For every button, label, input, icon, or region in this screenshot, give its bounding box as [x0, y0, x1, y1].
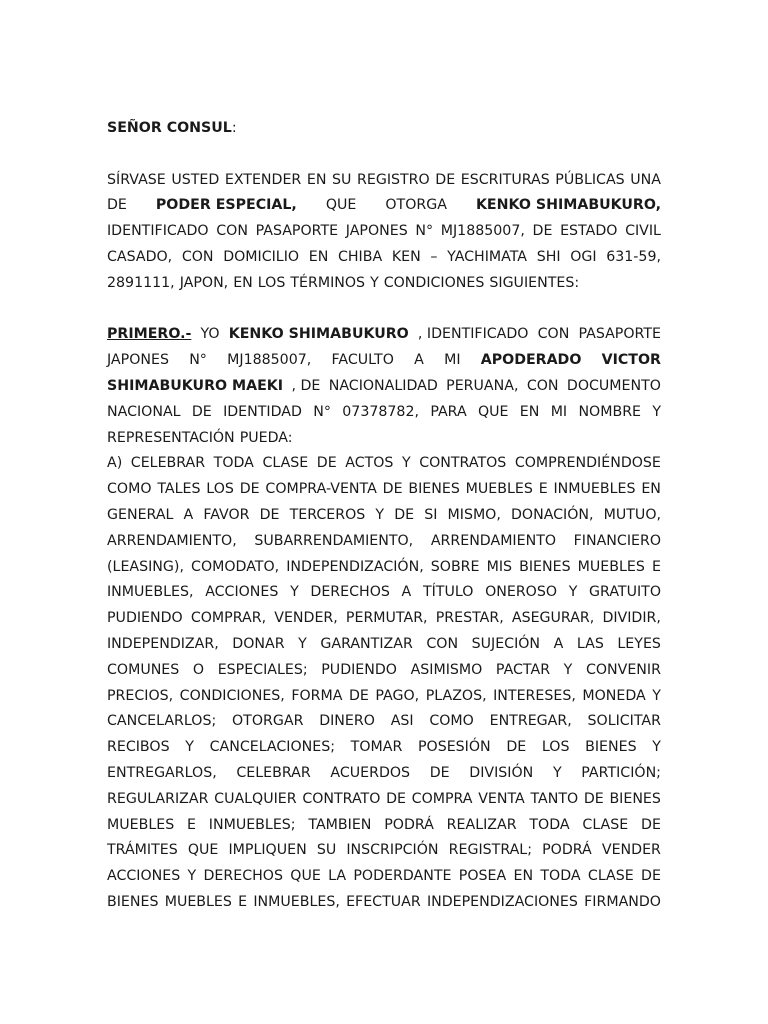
word: CONDICIONES,: [179, 687, 285, 704]
word: LOS: [541, 739, 570, 756]
word: YACHIMATA: [447, 248, 528, 265]
word: 631-59,: [606, 248, 661, 265]
word: REGULARIZAR: [107, 790, 209, 807]
word: ESPECIALES;: [217, 661, 308, 678]
word: CELEBRAR: [236, 764, 311, 781]
word: VENDER: [601, 842, 661, 859]
paragraph-intro: [107, 168, 661, 297]
word: MUEBLES: [107, 816, 175, 833]
word: FAVOR: [203, 506, 250, 523]
word: ESTADO: [560, 223, 618, 240]
word: CONDICIONES: [383, 274, 485, 291]
word: COMPRENDIÉNDOSE: [514, 455, 661, 472]
word: ENTREGARLOS,: [107, 764, 217, 781]
text-line: [107, 348, 661, 374]
word: TAMBIEN: [308, 816, 372, 833]
word: Y: [401, 455, 411, 472]
word: REGISTRAL;: [448, 842, 532, 859]
word: COMPRA-VENTA: [265, 481, 377, 498]
word: EN: [308, 248, 329, 265]
word: PARA: [430, 403, 467, 420]
text-line: [107, 606, 661, 632]
word: ACCIONES: [107, 868, 181, 885]
word: CLASE: [582, 816, 629, 833]
word: COMO: [429, 713, 474, 730]
word: BIENES: [609, 790, 661, 807]
text-line: [107, 374, 661, 400]
word: (LEASING),: [107, 558, 184, 575]
word: REGISTRO: [357, 171, 430, 188]
word: N°: [313, 403, 331, 420]
word: INMUEBLES;: [208, 816, 296, 833]
word: OGI: [570, 248, 597, 265]
word: IDENTIFICADO: [107, 223, 209, 240]
word: MJ1885007,: [440, 223, 525, 240]
text-line: [107, 168, 661, 194]
word: A: [183, 506, 194, 523]
word: DE: [583, 790, 604, 807]
word: ASEGURAR,: [511, 610, 595, 627]
word: MIS: [486, 558, 513, 575]
word: TERCEROS: [289, 506, 366, 523]
word: 07378782,: [342, 403, 419, 420]
word: CASADO,: [107, 248, 173, 265]
word: Y: [652, 739, 661, 756]
word: OTORGA: [385, 197, 447, 214]
word: DERECHOS: [203, 868, 283, 885]
word: MONEDA: [582, 687, 646, 704]
word: E: [651, 558, 661, 575]
word: CONTRATOS: [419, 455, 507, 472]
word: QUE: [290, 868, 321, 885]
word: GENERAL: [107, 506, 174, 523]
word: VICTOR: [601, 352, 661, 369]
word: ARRENDAMIENTO: [430, 532, 557, 549]
word: SI: [424, 506, 438, 523]
text-line: [107, 555, 661, 581]
salutation-text: SEÑOR CONSUL: [107, 120, 232, 136]
word: Y: [298, 635, 307, 652]
word: BIENES: [585, 739, 637, 756]
word: ACCIONES: [205, 584, 279, 601]
word: DE: [435, 171, 456, 188]
text-line: [107, 426, 661, 452]
text-line: [107, 451, 661, 477]
word: JAPONES: [107, 352, 169, 369]
word: INDEPENDIZACIONES: [426, 893, 578, 910]
word: PÚBLICAS: [555, 171, 625, 188]
word: CANCELARLOS;: [107, 713, 217, 730]
word: NOMBRE: [578, 403, 642, 420]
salutation-text: :: [231, 120, 237, 136]
word: KEN: [391, 248, 421, 265]
word: PRIMERO.-: [107, 326, 192, 343]
word: CON: [526, 377, 559, 394]
text-line: [107, 787, 661, 813]
word: DE: [316, 455, 337, 472]
word: PLAZOS,: [425, 687, 487, 704]
word: MISMO,: [447, 506, 501, 523]
word: MUEBLES: [465, 481, 533, 498]
word: UNA: [630, 171, 661, 188]
word: VENTA: [478, 790, 525, 807]
word: YO: [200, 326, 220, 343]
text-line: [107, 735, 661, 761]
word: IDENTIDAD: [223, 403, 302, 420]
word: KENKO SHIMABUKURO,: [475, 197, 661, 214]
word: DE: [394, 506, 415, 523]
word: PAGO,: [375, 687, 420, 704]
word: –: [430, 248, 438, 265]
word: QUE: [325, 197, 357, 214]
word: , IDENTIFICADO: [417, 326, 529, 343]
word: Y: [652, 687, 661, 704]
word: DE: [429, 764, 450, 781]
word: PERUANA,: [446, 377, 519, 394]
document-body: [107, 116, 661, 916]
blank-line: [107, 297, 661, 323]
word: E: [538, 481, 548, 498]
word: PERMUTAR,: [345, 610, 428, 627]
word: SÍRVASE: [107, 171, 166, 188]
word: Y: [568, 584, 578, 601]
word: Y: [552, 764, 562, 781]
word: EN: [513, 868, 534, 885]
word: Y: [652, 403, 661, 420]
word: ACTOS: [345, 455, 394, 472]
word: PUEDA:: [239, 429, 293, 446]
word: CON: [216, 223, 248, 240]
word: MI: [444, 352, 461, 369]
word: IMPLIQUEN: [228, 842, 307, 859]
word: DE: [191, 403, 212, 420]
word: N°: [415, 223, 434, 240]
word: PUDIENDO: [321, 661, 397, 678]
word: Y: [185, 739, 194, 756]
word: SUJECIÓN: [471, 635, 541, 652]
word: DE: [386, 790, 406, 807]
word: Y: [563, 661, 573, 678]
word: QUE: [477, 403, 509, 420]
word: CON: [537, 326, 570, 343]
word: ASI: [390, 713, 414, 730]
word: ESCRITURAS: [460, 171, 550, 188]
word: POSEA: [458, 868, 507, 885]
word: LAS: [576, 635, 604, 652]
word: PRESTAR,: [435, 610, 504, 627]
text-line: [107, 890, 661, 916]
word: CLASE: [587, 868, 634, 885]
word: O: [192, 661, 205, 678]
word: BIENES: [519, 558, 571, 575]
word: SOLICITAR: [587, 713, 661, 730]
word: GRATUITO: [589, 584, 661, 601]
word: DONACIÓN,: [510, 506, 594, 523]
word: A: [414, 352, 424, 369]
text-line: [107, 245, 661, 271]
word: USTED: [171, 171, 220, 188]
word: TOMAR: [350, 739, 403, 756]
word: DOCUMENTO: [566, 377, 661, 394]
word: INTERESES,: [493, 687, 576, 704]
word: JAPON,: [179, 274, 229, 291]
word: DONAR: [232, 635, 285, 652]
word: MI: [550, 403, 568, 420]
word: NACIONAL: [107, 403, 181, 420]
word: DE: [641, 816, 661, 833]
word: EN: [233, 274, 253, 291]
salutation: [107, 116, 661, 142]
text-line: [107, 684, 661, 710]
word: EN: [306, 171, 327, 188]
word: SOBRE: [430, 558, 480, 575]
word: MUTUO,: [603, 506, 661, 523]
word: A): [107, 455, 123, 472]
text-line: [107, 761, 661, 787]
text-line: [107, 400, 661, 426]
word: PUDIENDO: [107, 610, 183, 627]
word: PACTAR: [495, 661, 551, 678]
word: RECIBOS: [107, 739, 170, 756]
word: KENKO SHIMABUKURO: [228, 326, 409, 343]
word: A: [401, 584, 412, 601]
word: CHIBA: [337, 248, 383, 265]
word: ARRENDAMIENTO,: [107, 532, 237, 549]
text-line: [107, 658, 661, 684]
word: PODERDANTE: [353, 868, 452, 885]
word: ONEROSO: [485, 584, 558, 601]
word: INDEPENDIZACIÓN,: [286, 558, 424, 575]
word: MJ1885007,: [227, 352, 312, 369]
word: DERECHOS: [310, 584, 390, 601]
word: FIRMANDO: [584, 893, 661, 910]
word: SIGUIENTES:: [489, 274, 580, 291]
word: SHI: [536, 248, 561, 265]
word: MUEBLES: [164, 893, 232, 910]
word: CIVIL: [625, 223, 661, 240]
word: INMUEBLES,: [253, 893, 340, 910]
word: EN: [519, 403, 540, 420]
word: BIENES: [107, 893, 159, 910]
word: NACIONALIDAD: [328, 377, 438, 394]
word: Y: [375, 506, 385, 523]
word: SUBARRENDAMIENTO,: [254, 532, 414, 549]
word: CON: [426, 635, 459, 652]
word: DIVISIÓN: [469, 764, 534, 781]
blank-line: [107, 142, 661, 168]
word: REPRESENTACIÓN: [107, 429, 235, 446]
word: FACULTO: [331, 352, 394, 369]
word: TALES: [157, 481, 201, 498]
text-line: [107, 322, 661, 348]
word: SU: [316, 842, 337, 859]
word: POSESIÓN: [417, 739, 491, 756]
word: TÍTULO: [422, 584, 474, 601]
word: LOS: [257, 274, 286, 291]
word: INMUEBLES,: [107, 584, 194, 601]
text-line: [107, 219, 661, 245]
text-line: [107, 709, 661, 735]
word: DE: [506, 739, 527, 756]
text-line: [107, 271, 661, 297]
word: PASAPORTE: [255, 223, 339, 240]
text-line: [107, 193, 661, 219]
word: EFECTUAR: [346, 893, 421, 910]
word: ASIMISMO: [410, 661, 483, 678]
text-line: [107, 864, 661, 890]
word: 2891111,: [107, 274, 175, 291]
word: MUEBLES: [577, 558, 645, 575]
word: Y: [290, 584, 299, 601]
text-line: [107, 477, 661, 503]
word: INSCRIPCIÓN: [346, 842, 439, 859]
word: A: [553, 635, 564, 652]
word: DE: [107, 197, 127, 214]
word: CUALQUIER: [214, 790, 297, 807]
word: TANTO: [530, 790, 579, 807]
text-line: [107, 632, 661, 658]
word: CONVENIR: [585, 661, 661, 678]
word: TODA: [540, 868, 581, 885]
word: PRECIOS,: [107, 687, 174, 704]
word: COMUNES: [107, 661, 180, 678]
word: DOMICILIO: [223, 248, 300, 265]
word: Y: [187, 868, 197, 885]
word: CON: [181, 248, 214, 265]
word: REALIZAR: [446, 816, 517, 833]
word: DE: [382, 481, 403, 498]
word: COMPRA: [411, 790, 473, 807]
paragraph-primero: [107, 322, 661, 915]
word: DINERO: [319, 713, 375, 730]
text-line: [107, 813, 661, 839]
word: COMODATO,: [191, 558, 280, 575]
word: N°: [189, 352, 207, 369]
word: PARTICIÓN;: [581, 764, 661, 781]
word: FORMA: [291, 687, 343, 704]
word: VENDER,: [274, 610, 338, 627]
word: DE: [641, 868, 661, 885]
word: CONTRATO: [302, 790, 381, 807]
word: LOS: [206, 481, 234, 498]
word: , DE: [291, 377, 321, 394]
word: JAPONES: [345, 223, 408, 240]
word: LEYES: [617, 635, 661, 652]
word: SU: [332, 171, 352, 188]
word: PASAPORTE: [578, 326, 661, 343]
word: TRÁMITES: [107, 842, 178, 859]
word: FINANCIERO: [573, 532, 661, 549]
word: OTORGAR: [232, 713, 304, 730]
text-line: [107, 529, 661, 555]
word: DE: [239, 481, 260, 498]
word: QUE: [187, 842, 219, 859]
word: PODRÁ: [384, 816, 434, 833]
word: DE: [259, 506, 280, 523]
word: SHIMABUKURO MAEKI: [107, 377, 284, 394]
word: BIENES: [408, 481, 460, 498]
word: ENTREGAR,: [489, 713, 572, 730]
word: EN: [641, 481, 661, 498]
word: DE: [532, 223, 553, 240]
word: PODER ESPECIAL,: [155, 197, 297, 214]
word: CANCELACIONES;: [209, 739, 335, 756]
word: DE: [349, 687, 369, 704]
text-line: [107, 580, 661, 606]
word: APODERADO: [480, 352, 582, 369]
word: EXTENDER: [224, 171, 302, 188]
word: E: [238, 893, 248, 910]
word: Y: [370, 274, 379, 291]
word: LA: [328, 868, 347, 885]
word: INMUEBLES: [553, 481, 636, 498]
word: GARANTIZAR: [320, 635, 413, 652]
word: COMPRAR,: [190, 610, 267, 627]
word: TÉRMINOS: [290, 274, 366, 291]
word: COMO: [107, 481, 152, 498]
word: PODRÁ: [542, 842, 592, 859]
word: CLASE: [262, 455, 309, 472]
word: ACUERDOS: [330, 764, 411, 781]
word: TODA: [529, 816, 570, 833]
word: TODA: [213, 455, 254, 472]
word: E: [187, 816, 196, 833]
word: CELEBRAR: [130, 455, 206, 472]
text-line: [107, 503, 661, 529]
word: DIVIDIR,: [602, 610, 661, 627]
text-line: [107, 838, 661, 864]
word: INDEPENDIZAR,: [107, 635, 219, 652]
